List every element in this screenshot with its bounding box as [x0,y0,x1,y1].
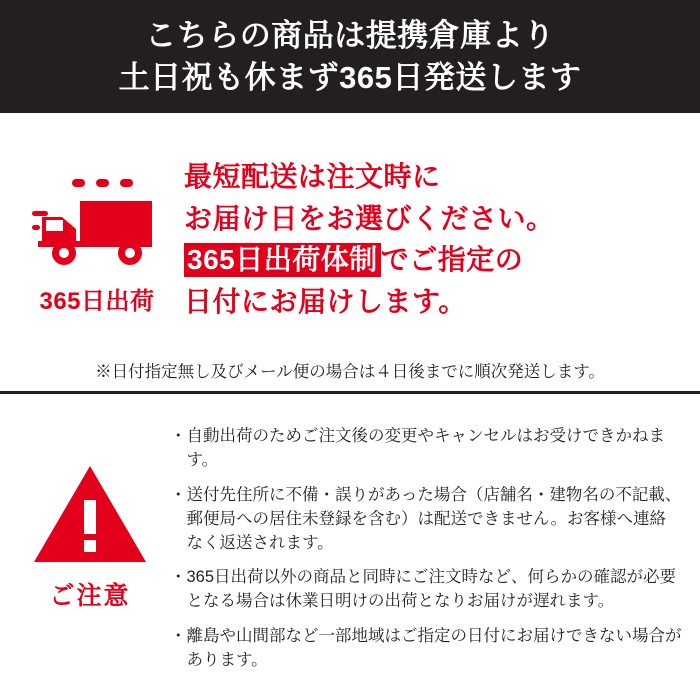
list-item [170,425,682,473]
caution-label: ご注意 [49,582,131,610]
delivery-line-3-text: でご指定の [380,244,524,276]
caution-item-text: 送付先住所に不備・誤りがあった場合（店舗名・建物名の不記載、郵便局への居住未登録を含む）は配送できません。お客様へ連絡なく返送されます。 [186,485,682,552]
list-item [170,484,682,556]
delivery-note: ※日付指定無し及びメール便の場合は４日後までに順次発送します。 [95,362,605,381]
delivery-text-block [180,123,686,356]
header-line-1: こちらの商品は提携倉庫より [145,17,555,53]
bullet-marker: ・ [170,485,187,504]
delivery-line-4: 日付にお届けします。 [184,285,467,317]
list-item [170,566,682,614]
caution-section [0,394,700,700]
delivery-line-2: お届け日をお選びください。 [184,202,555,234]
truck-column [14,123,180,356]
bullet-marker: ・ [170,627,187,646]
bullet-marker: ・ [170,426,187,445]
caution-item-text: 離島や山間部など一部地域はご指定の日付にお届けできない場合があります。 [186,627,682,670]
delivery-line-3-highlight: 365日出荷体制 [184,243,381,277]
header-line-2: 土日祝も休まず365日発送します [118,59,582,95]
delivery-main [14,123,686,356]
list-item [170,625,682,673]
caution-item-text: 365日出荷以外の商品と同時にご注文時など、何らかの確認が必要となる場合は休業日明けの出荷となりお届けが遅れます。 [186,568,677,611]
caution-icon-column [10,406,170,692]
caution-list [170,406,686,692]
warning-triangle-icon [30,462,150,566]
truck-label: 365日出荷 [39,287,155,315]
caution-item-text: 自動出荷のためご注文後の変更やキャンセルはお受けできかねます。 [186,426,665,469]
delivery-line-1: 最短配送は注文時に [184,161,441,193]
delivery-section [0,113,700,394]
delivery-truck-icon [32,177,162,269]
delivery-line-3 [184,239,686,280]
bullet-marker: ・ [170,568,187,587]
banner-header [0,0,700,113]
